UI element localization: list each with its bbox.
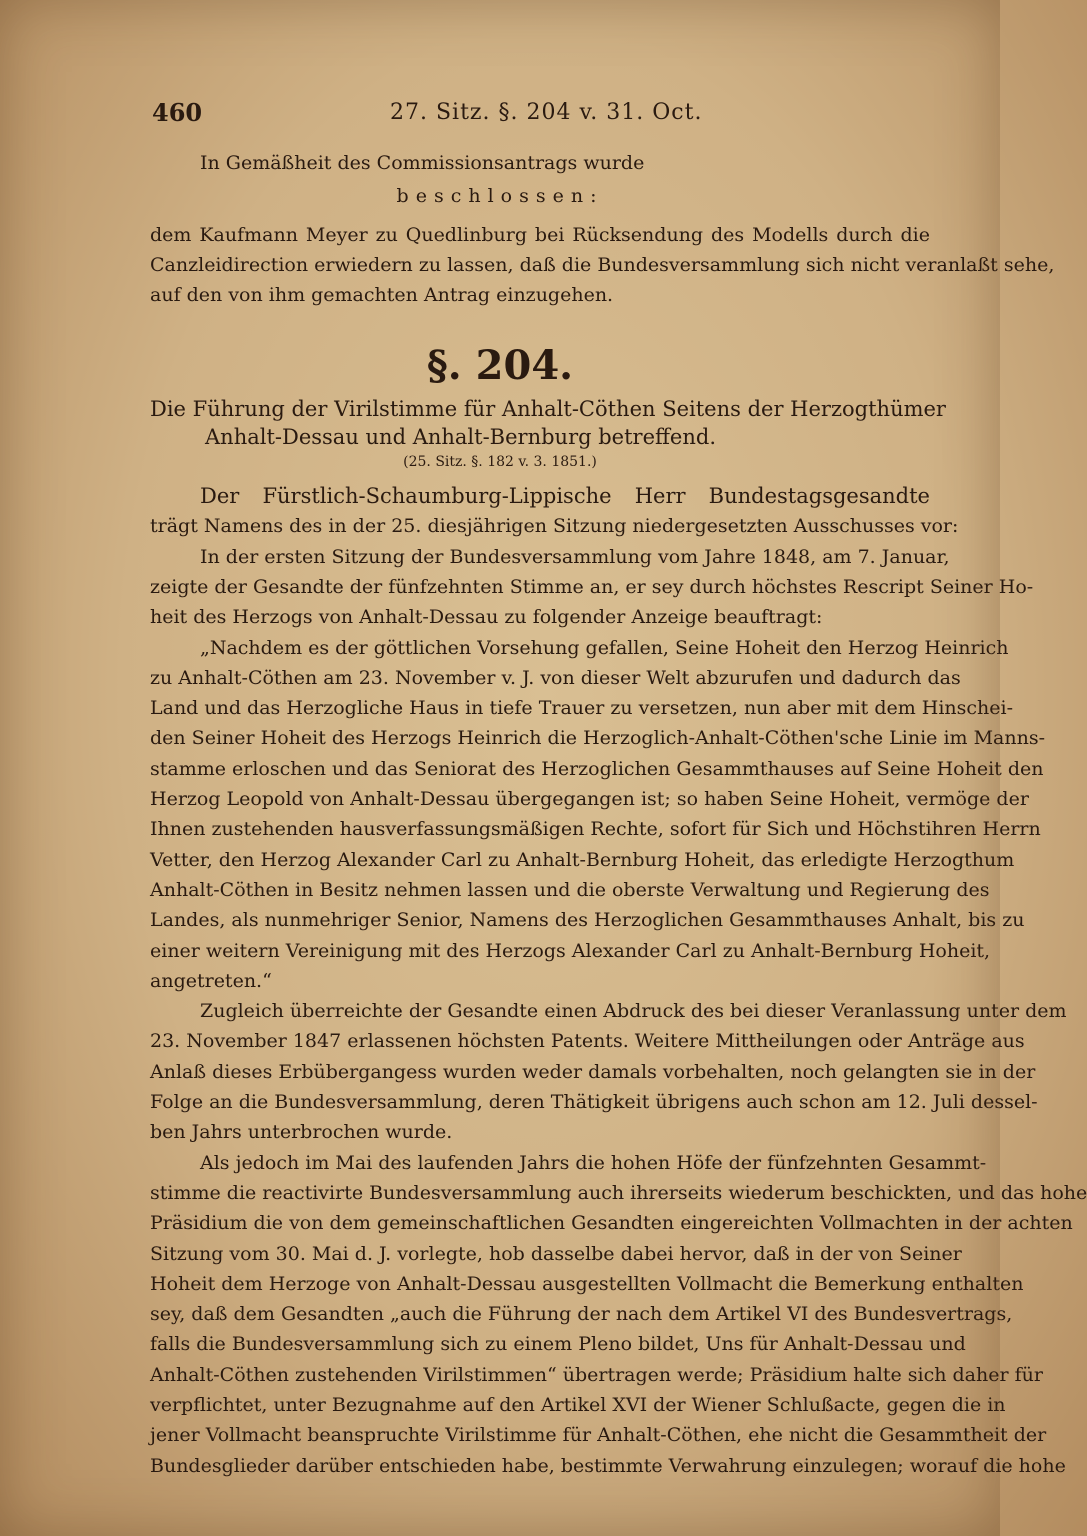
running-title: 27. Sitz. §. 204 v. 31. Oct. <box>390 100 703 125</box>
body-line: Hoheit dem Herzoge von Anhalt-Dessau ausgestellten Vollmacht die Bemerkung enthalten <box>150 1273 1024 1295</box>
decision-word: beschlossen: <box>396 185 604 207</box>
body-line: heit des Herzogs von Anhalt-Dessau zu folgender Anzeige beauftragt: <box>150 606 823 628</box>
body-line: angetreten.“ <box>150 970 272 992</box>
body-line: Folge an die Bundesversammlung, deren Thätigkeit übrigens auch schon am 12. Juli dessel- <box>150 1091 1038 1113</box>
body-line: „Nachdem es der göttlichen Vorsehung gefallen, Seine Hoheit den Herzog Heinrich <box>200 637 1009 659</box>
body-line: Der Fürstlich-Schaumburg-Lippische Herr Bundestagsgesandte <box>200 484 930 508</box>
body-line: jener Vollmacht beanspruchte Virilstimme für Anhalt-Cöthen, ehe nicht die Gesammtheit der <box>150 1424 1047 1446</box>
body-line: Als jedoch im Mai des laufenden Jahrs die hohen Höfe der fünfzehnten Gesammt- <box>200 1152 987 1174</box>
intro-line: Canzleidirection erwiedern zu lassen, daß die Bundesversammlung sich nicht veranlaßt sehe, <box>150 254 1055 276</box>
section-reference: (25. Sitz. §. 182 v. 3. 1851.) <box>403 454 597 470</box>
body-line: Sitzung vom 30. Mai d. J. vorlegte, hob dasselbe dabei hervor, daß in der von Seiner <box>150 1243 962 1265</box>
section-title: Die Führung der Virilstimme für Anhalt-Cöthen Seitens der Herzogthümer <box>150 397 946 421</box>
body-line: ben Jahrs unterbrochen wurde. <box>150 1121 453 1143</box>
body-line: Land und das Herzogliche Haus in tiefe Trauer zu versetzen, nun aber mit dem Hinschei- <box>150 697 1014 719</box>
intro-line: auf den von ihm gemachten Antrag einzugehen. <box>150 284 614 306</box>
body-line: sey, daß dem Gesandten „auch die Führung der nach dem Artikel VI des Bundesvertrags, <box>150 1303 1013 1325</box>
body-line: Präsidium die von dem gemeinschaftlichen Gesandten eingereichten Vollmachten in der achten <box>150 1212 1073 1234</box>
body-line: stimme die reactivirte Bundesversammlung auch ihrerseits wiederum beschickten, und das hohe <box>150 1182 1087 1204</box>
section-title: Anhalt-Dessau und Anhalt-Bernburg betreffend. <box>205 425 716 449</box>
body-line: Anlaß dieses Erbübergangess wurden weder damals vorbehalten, noch gelangten sie in der <box>150 1061 1036 1083</box>
body-line: Zugleich überreichte der Gesandte einen Abdruck des bei dieser Veranlassung unter dem <box>200 1000 1067 1022</box>
body-line: Herzog Leopold von Anhalt-Dessau übergegangen ist; so haben Seine Hoheit, vermöge der <box>150 788 1029 810</box>
body-line: zu Anhalt-Cöthen am 23. November v. J. von dieser Welt abzurufen und dadurch das <box>150 667 961 689</box>
body-line: einer weitern Vereinigung mit des Herzogs Alexander Carl zu Anhalt-Bernburg Hoheit, <box>150 940 991 962</box>
section-number: §. 204. <box>426 342 574 389</box>
body-line: zeigte der Gesandte der fünfzehnten Stimme an, er sey durch höchstes Rescript Seiner Ho- <box>150 576 1034 598</box>
body-line: stamme erloschen und das Seniorat des Herzoglichen Gesammthauses auf Seine Hoheit den <box>150 758 1044 780</box>
body-line: trägt Namens des in der 25. diesjährigen Sitzung niedergesetzten Ausschusses vor: <box>150 515 959 537</box>
body-line: falls die Bundesversammlung sich zu einem Pleno bildet, Uns für Anhalt-Dessau und <box>150 1333 966 1355</box>
body-line: 23. November 1847 erlassenen höchsten Patents. Weitere Mittheilungen oder Anträge aus <box>150 1030 1025 1052</box>
intro-line: dem Kaufmann Meyer zu Quedlinburg bei Rücksendung des Modells durch die <box>150 224 930 246</box>
body-line: Anhalt-Cöthen in Besitz nehmen lassen und die oberste Verwaltung und Regierung des <box>150 879 990 901</box>
page-number: 460 <box>152 98 203 127</box>
body-line: den Seiner Hoheit des Herzogs Heinrich die Herzoglich-Anhalt-Cöthen'sche Linie im Manns- <box>150 727 1046 749</box>
body-line: Anhalt-Cöthen zustehenden Virilstimmen“ übertragen werde; Präsidium halte sich daher für <box>150 1364 1043 1386</box>
body-line: Ihnen zustehenden hausverfassungsmäßigen Rechte, sofort für Sich und Höchstihren Herrn <box>150 818 1041 840</box>
body-line: Landes, als nunmehriger Senior, Namens des Herzoglichen Gesammthauses Anhalt, bis zu <box>150 909 1025 931</box>
intro-line: In Gemäßheit des Commissionsantrags wurde <box>200 152 645 174</box>
body-line: verpflichtet, unter Bezugnahme auf den Artikel XVI der Wiener Schlußacte, gegen die in <box>150 1394 1006 1416</box>
body-line: Bundesglieder darüber entschieden habe, bestimmte Verwahrung einzulegen; worauf die hohe <box>150 1455 1066 1477</box>
body-line: Vetter, den Herzog Alexander Carl zu Anhalt-Bernburg Hoheit, das erledigte Herzogthum <box>150 849 1015 871</box>
body-line: In der ersten Sitzung der Bundesversammlung vom Jahre 1848, am 7. Januar, <box>200 546 950 568</box>
